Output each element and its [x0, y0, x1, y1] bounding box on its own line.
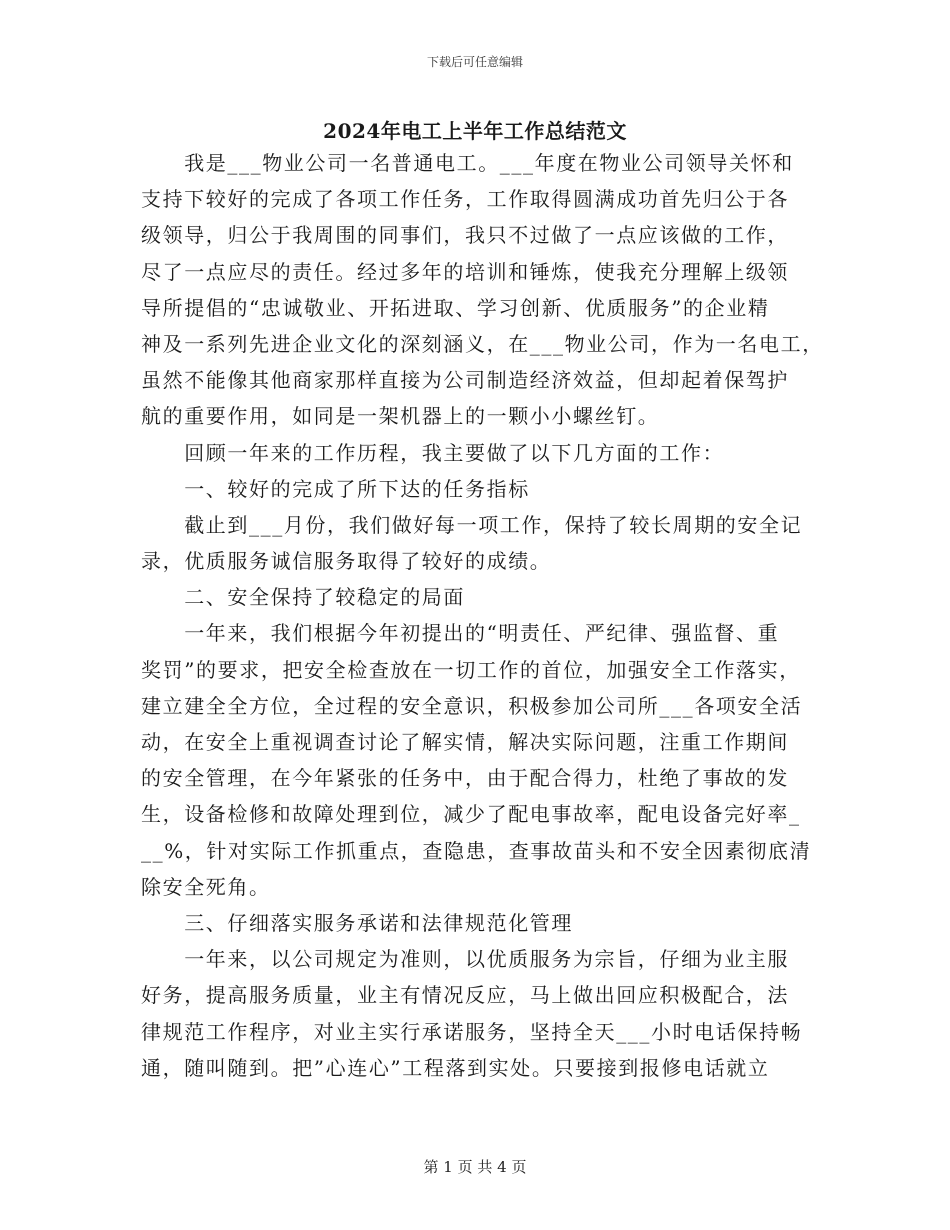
text-line: 尽了一点应尽的责任。经过多年的培训和锤炼，使我充分理解上级领 — [141, 259, 789, 284]
text-line: __%，针对实际工作抓重点，查隐患，查事故苗头和不安全因素彻底清 — [141, 838, 812, 863]
text-line: 一年来，我们根据今年初提出的“明责任、严纪律、强监督、重 — [141, 621, 780, 646]
text-line: 录，优质服务诚信服务取得了较好的成绩。 — [141, 549, 552, 574]
text-line: 生，设备检修和故障处理到位，减少了配电事故率，配电设备完好率_ — [141, 802, 801, 827]
text-line: 通，随叫随到。把”心连心”工程落到实处。只要接到报修电话就立 — [141, 1055, 770, 1080]
page-footer: 第 1 页 共 4 页 — [423, 1158, 527, 1176]
section-heading: 三、仔细落实服务承诺和法律规范化管理 — [141, 910, 573, 935]
text-line: 的安全管理，在今年紧张的任务中，由于配合得力，杜绝了事故的发 — [141, 766, 789, 791]
text-line: 导所提倡的“忠诚敬业、开拓进取、学习创新、优质服务”的企业精 — [141, 295, 770, 320]
text-line: 截止到___月份，我们做好每一项工作，保持了较长周期的安全记 — [141, 512, 803, 537]
header-note: 下载后可任意编辑 — [426, 55, 523, 69]
text-line: 级领导，归公于我周围的同事们，我只不过做了一点应该做的工作， — [141, 223, 789, 248]
text-line: 除安全死角。 — [141, 874, 271, 899]
text-line: 支持下较好的完成了各项工作任务，工作取得圆满成功首先归公于各 — [141, 187, 789, 212]
text-line: 虽然不能像其他商家那样直接为公司制造经济效益，但却起着保驾护 — [141, 368, 789, 393]
text-line: 好务，提高服务质量，业主有情况反应，马上做出回应积极配合，法 — [141, 983, 789, 1008]
document-body — [141, 145, 824, 1086]
section-heading: 二、安全保持了较稳定的局面 — [141, 585, 465, 610]
text-line: 建立建全全方位，全过程的安全意识，积极参加公司所___各项安全活 — [141, 693, 803, 718]
document-title: 2024年电工上半年工作总结范文 — [323, 119, 627, 143]
text-line: 神及一系列先进企业文化的深刻涵义，在___物业公司，作为一名电工， — [141, 331, 824, 356]
text-line: 奖罚”的要求，把安全检查放在一切工作的首位，加强安全工作落实， — [141, 657, 801, 682]
text-line: 动，在安全上重视调查讨论了解实情，解决实际问题，注重工作期间 — [141, 730, 789, 754]
section-heading: 一、较好的完成了所下达的任务指标 — [141, 476, 530, 501]
text-line: 航的重要作用，如同是一架机器上的一颗小小螺丝钉。 — [141, 404, 660, 429]
text-line: 律规范工作程序，对业主实行承诺服务，坚持全天___小时电话保持畅 — [141, 1019, 803, 1044]
text-line: 我是___物业公司一名普通电工。___年度在物业公司领导关怀和 — [141, 151, 794, 175]
text-line: 一年来，以公司规定为准则，以优质服务为宗旨，仔细为业主服 — [141, 947, 789, 972]
text-line: 回顾一年来的工作历程，我主要做了以下几方面的工作： — [141, 440, 725, 465]
